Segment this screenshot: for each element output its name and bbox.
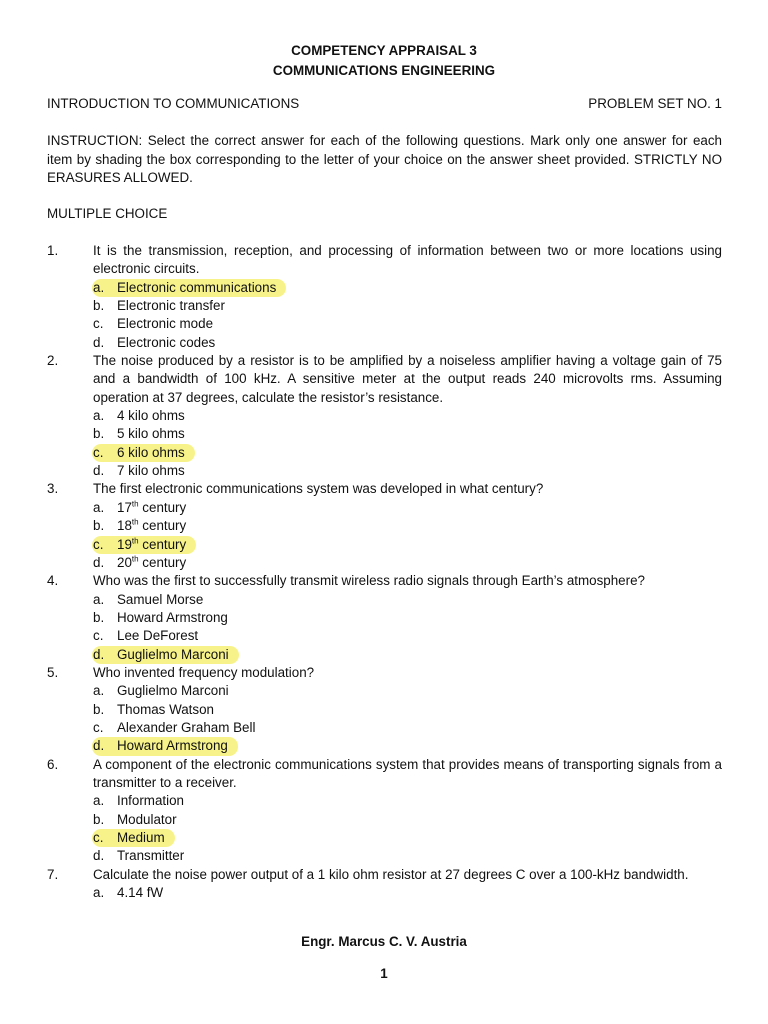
- question-text: Calculate the noise power output of a 1 kilo ohm resistor at 27 degrees C over a 100-kHz bandwidth.: [93, 866, 689, 882]
- question-item: [47, 352, 722, 480]
- answer-option-highlighted: [93, 829, 722, 847]
- answer-options: [47, 792, 722, 865]
- option-text: Medium: [117, 830, 165, 845]
- question-text: A component of the electronic communications system that provides means of transporting signals from a transmitter to a receiver.: [93, 756, 722, 790]
- answer-option: [93, 682, 722, 700]
- option-text: Electronic codes: [117, 334, 216, 350]
- option-letter: a.: [93, 408, 105, 424]
- option-letter: a.: [93, 683, 105, 699]
- question-number: 6.: [47, 756, 59, 772]
- option-suffix: century: [138, 499, 187, 515]
- option-suffix: century: [138, 518, 187, 534]
- option-text: Alexander Graham Bell: [117, 719, 256, 735]
- question-item: [47, 756, 722, 866]
- answer-option: [93, 811, 722, 829]
- option-letter: d.: [93, 334, 105, 350]
- question-header: [47, 352, 722, 407]
- question-text: Who was the first to successfully transmit wireless radio signals through Earth’s atmosphere?: [93, 573, 645, 589]
- option-text: Electronic mode: [117, 316, 214, 332]
- option-letter: c.: [93, 830, 104, 845]
- option-letter: b.: [93, 811, 105, 827]
- option-letter: c.: [93, 719, 104, 735]
- question-number: 4.: [47, 573, 59, 589]
- option-content: [92, 536, 196, 554]
- option-content: [92, 646, 239, 664]
- answer-option: [93, 315, 722, 333]
- option-text: Howard Armstrong: [117, 738, 228, 754]
- option-superscript: th: [131, 517, 139, 527]
- option-superscript: th: [131, 499, 139, 509]
- question-header: [47, 866, 722, 884]
- document-subtitle: COMMUNICATIONS ENGINEERING: [272, 63, 496, 78]
- option-text: Thomas Watson: [117, 701, 214, 717]
- question-header: [47, 480, 722, 498]
- option-suffix: century: [138, 536, 187, 552]
- answer-option-highlighted: [93, 646, 722, 664]
- option-text: Howard Armstrong: [117, 609, 228, 625]
- answer-option: [93, 701, 722, 719]
- question-header: [47, 664, 722, 682]
- option-content: [92, 737, 238, 755]
- option-content: [92, 279, 286, 297]
- option-letter: b.: [93, 298, 105, 314]
- question-item: [47, 480, 722, 572]
- option-letter: d.: [93, 738, 105, 754]
- option-letter: a.: [93, 279, 105, 295]
- option-text: Modulator: [117, 811, 177, 827]
- option-letter: d.: [93, 463, 105, 479]
- option-text: 7 kilo ohms: [117, 463, 185, 479]
- answer-option: [93, 425, 722, 443]
- option-letter: a.: [93, 499, 105, 515]
- option-text: 4.14 fW: [117, 885, 164, 901]
- answer-option: [93, 627, 722, 645]
- option-content: [92, 719, 265, 737]
- question-text: The first electronic communications system was developed in what century?: [93, 481, 544, 497]
- option-content: [92, 682, 239, 700]
- option-letter: c.: [93, 444, 104, 460]
- option-letter: b.: [93, 701, 105, 717]
- option-letter: b.: [93, 426, 105, 442]
- page-number: 1: [380, 966, 388, 981]
- option-text: Guglielmo Marconi: [117, 683, 229, 699]
- option-text: Lee DeForest: [117, 628, 199, 644]
- question-item: [47, 664, 722, 756]
- answer-option: [93, 609, 722, 627]
- option-content: [92, 811, 187, 829]
- option-text: 19: [117, 536, 132, 552]
- answer-options: [47, 682, 722, 755]
- option-letter: b.: [93, 518, 105, 534]
- option-superscript: th: [131, 536, 139, 546]
- option-text: Information: [117, 793, 184, 809]
- option-content: [92, 315, 223, 333]
- option-content: [92, 609, 238, 627]
- option-content: [92, 701, 224, 719]
- answer-option-highlighted: [93, 279, 722, 297]
- option-content: [92, 627, 208, 645]
- option-text: 20: [117, 554, 132, 570]
- option-letter: a.: [93, 793, 105, 809]
- question-item: [47, 866, 722, 903]
- option-text: 18: [117, 518, 132, 534]
- answer-option: [93, 297, 722, 315]
- answer-option: [93, 334, 722, 352]
- answer-option: [93, 517, 722, 535]
- option-content: [92, 847, 194, 865]
- question-header: [47, 242, 722, 279]
- option-letter: c.: [93, 536, 104, 552]
- question-number: 7.: [47, 866, 59, 882]
- answer-options: [47, 279, 722, 352]
- answer-option: [93, 792, 722, 810]
- option-content: [92, 425, 195, 443]
- option-content: [92, 297, 235, 315]
- answer-option: [93, 554, 722, 572]
- answer-options: [47, 499, 722, 572]
- option-letter: a.: [93, 591, 105, 607]
- question-text: It is the transmission, reception, and processing of information between two or more locations using electronic circuits.: [93, 243, 722, 277]
- option-text: 17: [117, 499, 132, 515]
- problem-set-label: PROBLEM SET NO. 1: [588, 96, 722, 111]
- option-content: [92, 829, 175, 847]
- option-letter: d.: [93, 554, 105, 570]
- answer-option: [93, 591, 722, 609]
- topic-label: INTRODUCTION TO COMMUNICATIONS: [47, 96, 300, 111]
- option-letter: d.: [93, 646, 105, 662]
- option-suffix: century: [138, 554, 187, 570]
- answer-options: [47, 407, 722, 480]
- question-list: [47, 242, 722, 902]
- option-content: [92, 884, 173, 902]
- question-item: [47, 572, 722, 664]
- option-text: 5 kilo ohms: [117, 426, 185, 442]
- question-text: Who invented frequency modulation?: [93, 664, 315, 680]
- question-number: 1.: [47, 243, 59, 258]
- question-number: 3.: [47, 481, 59, 497]
- answer-option: [93, 499, 722, 517]
- answer-option-highlighted: [93, 737, 722, 755]
- option-text: Electronic transfer: [117, 298, 225, 314]
- question-header: [47, 756, 722, 793]
- option-text: 6 kilo ohms: [117, 444, 185, 460]
- question-header: [47, 572, 722, 590]
- option-content: [92, 554, 196, 572]
- option-text: Guglielmo Marconi: [117, 646, 229, 662]
- answer-option: [93, 462, 722, 480]
- header-row: [47, 96, 722, 111]
- option-content: [92, 517, 196, 535]
- option-letter: d.: [93, 848, 105, 864]
- author-name: Engr. Marcus C. V. Austria: [301, 934, 467, 949]
- option-content: [92, 499, 196, 517]
- answer-options: [47, 591, 722, 664]
- option-text: Samuel Morse: [117, 591, 204, 607]
- option-content: [92, 444, 195, 462]
- answer-option-highlighted: [93, 444, 722, 462]
- answer-option: [93, 719, 722, 737]
- option-content: [92, 334, 225, 352]
- option-letter: c.: [93, 316, 104, 332]
- question-number: 2.: [47, 353, 59, 369]
- answer-option: [93, 407, 722, 425]
- option-content: [92, 591, 213, 609]
- option-content: [92, 792, 194, 810]
- question-text: The noise produced by a resistor is to be amplified by a noiseless amplifier having a voltage gain of 75 and a bandwidth of 100 kHz. A sensitive meter at the output reads 240 microvolts rms. Assuming operation at 37 degrees, calculate the resistor’s resistance.: [93, 353, 722, 405]
- option-text: 4 kilo ohms: [117, 408, 185, 424]
- answer-option-highlighted: [93, 536, 722, 554]
- answer-options: [47, 884, 722, 902]
- option-content: [92, 462, 195, 480]
- answer-option: [93, 847, 722, 865]
- option-text: Electronic communications: [117, 279, 277, 295]
- question-number: 5.: [47, 664, 59, 680]
- instruction-text: INSTRUCTION: Select the correct answer for each of the following questions. Mark only one answer for each item by shading the box corresponding to the letter of your choice on the answer sheet provided. STRICTLY NO ERASURES ALLOWED.: [47, 133, 722, 185]
- document-title: COMPETENCY APPRAISAL 3: [291, 43, 477, 58]
- option-letter: c.: [93, 628, 104, 644]
- option-text: Transmitter: [117, 848, 185, 864]
- option-superscript: th: [131, 554, 139, 564]
- question-item: [47, 242, 722, 352]
- answer-option: [93, 884, 722, 902]
- option-content: [92, 407, 195, 425]
- section-title: MULTIPLE CHOICE: [47, 206, 168, 221]
- option-letter: b.: [93, 609, 105, 625]
- option-letter: a.: [93, 885, 105, 901]
